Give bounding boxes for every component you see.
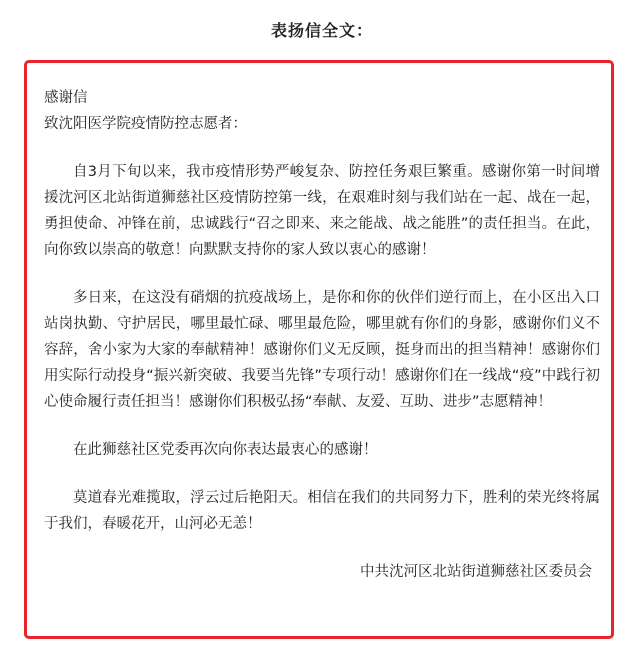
letter-frame — [24, 60, 614, 639]
letter-signature: 中共沈河区北站街道狮慈社区委员会 — [360, 564, 592, 580]
letter-body — [44, 85, 600, 585]
letter-paragraph-2: 多日来，在这没有硝烟的抗疫战场上，是你和你的伙伴们逆行而上，在小区出入口站岗执勤、守护居民，哪里最忙碌、哪里最危险，哪里就有你们的身影，感谢你们义不容辞，舍小家为大家的奉献精神！感谢你们义无反顾，挺身而出的担当精神！感谢你们用实际行动投身“振兴新突破、我要当先锋”专项行动！感谢你们在一线战“疫”中践行初心使命履行责任担当！感谢你们积极弘扬“奉献、友爱、互助、进步”志愿精神！ — [44, 290, 600, 410]
page-title: 表扬信全文： — [270, 21, 373, 40]
letter-paragraph-1: 自3月下旬以来，我市疫情形势严峻复杂、防控任务艰巨繁重。感谢你第一时间增援沈河区北站街道狮慈社区疫情防控第一线，在艰难时刻与我们站在一起、战在一起，勇担使命、冲锋在前，忠诚践行“召之即来、来之能战、战之能胜”的责任担当。在此，向你致以崇高的敬意！向默默支持你的家人致以衷心的感谢！ — [44, 164, 600, 258]
letter-addressee: 致沈阳医学院疫情防控志愿者： — [44, 116, 247, 132]
letter-paragraph-3: 在此狮慈社区党委再次向你表达最衷心的感谢！ — [73, 442, 378, 458]
letter-title: 感谢信 — [44, 90, 88, 106]
letter-paragraph-4: 莫道春光难揽取，浮云过后艳阳天。相信在我们的共同努力下，胜利的荣光终将属于我们，春暖花开，山河必无恙！ — [44, 490, 600, 532]
